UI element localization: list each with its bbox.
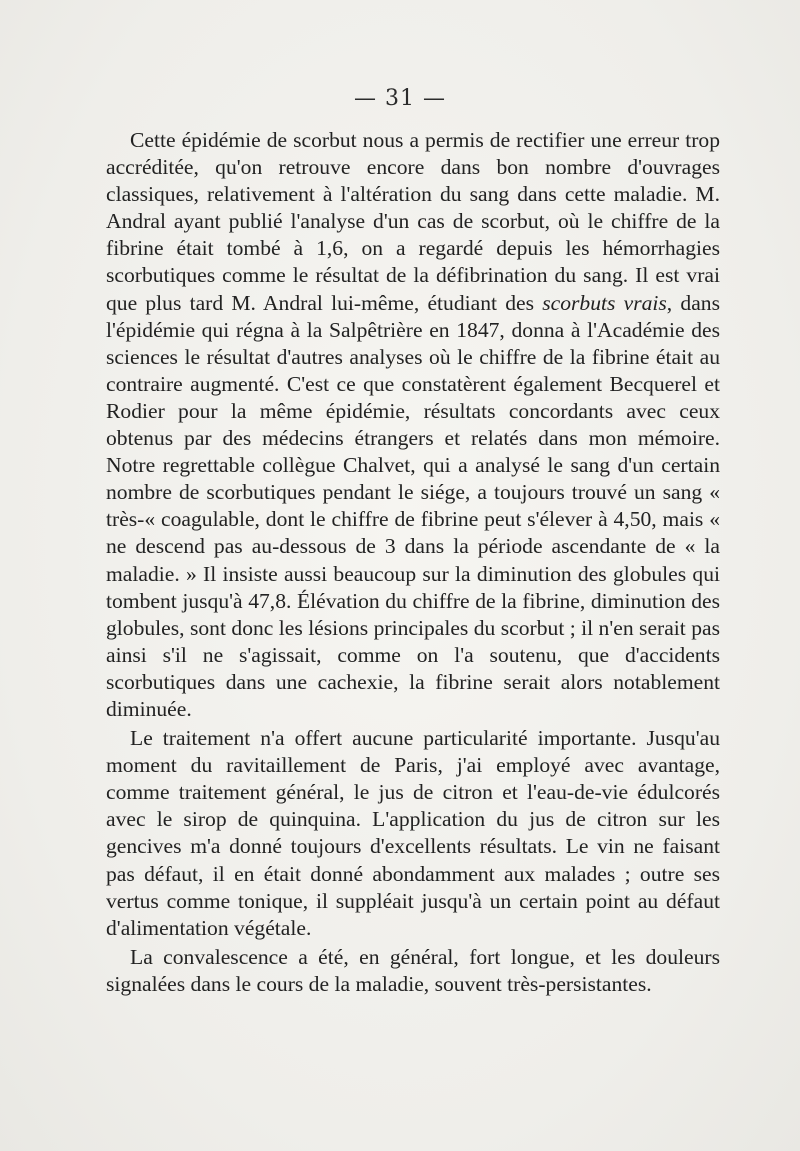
paragraph-treatment: Le traitement n'a offert aucune particularité importante. Jusqu'au moment du ravitaillement de Paris, j'ai employé avec avantage, comme traitement général, le jus de citron et l'eau-de-vie édulcorés avec le sirop de quinquina. L'application du jus de citron sur les gencives m'a donné toujours d'excellents résultats. Le vin ne faisant pas défaut, il en était donné abondamment aux malades ; outre ses vertus comme tonique, il suppléait jusqu'à un certain point au défaut d'alimentation végétale. xyxy=(106,726,720,940)
paragraph-1-text-start: Cette épidémie de scorbut nous a permis de rectifier une erreur trop accréditée, qu'on retrouve encore dans bon nombre d'ouvrages classiques, relativement à l'altération du sang dans cette maladie. M. Andral ayant publié l'analyse d'un cas de scorbut, où le chiffre de la fibrine était tombé à 1,6, on a regardé depuis les hémorrhagies scorbutiques comme le résultat de la défibrination du sang. Il est vrai que plus tard M. Andral lui-même, étudiant des xyxy=(106,128,720,315)
page-number: — 31 — xyxy=(354,86,446,111)
paragraph-convalescence: La convalescence a été, en général, fort longue, et les douleurs signalées dans le cours de la maladie, souvent très-persistantes. xyxy=(106,944,720,996)
body-text xyxy=(106,127,720,998)
paragraph-1-text-end: , dans l'épidémie qui régna à la Salpêtrière en 1847, donna à l'Académie des sciences le résultat d'autres analyses où le chiffre de la fibrine était au contraire augmenté. C'est ce que constatèrent également Becquerel et Rodier pour la même épidémie, résultats concordants avec ceux obtenus par des médecins étrangers et relatés dans mon mémoire. Notre regrettable collègue Chalvet, qui a analysé le sang d'un certain nombre de scorbutiques pendant le siége, a toujours trouvé un sang « très-« coagulable, dont le chiffre de fibrine peut s'élever à 4,50, mais « ne descend pas au-dessous de 3 dans la période ascendante de « la maladie. » Il insiste aussi beaucoup sur la diminution des globules qui tombent jusqu'à 47,8. Élévation du chiffre de la fibrine, diminution des globules, sont donc les lésions principales du scorbut ; il n'en serait pas ainsi s'il ne s'agissait, comme on l'a soutenu, que d'accidents scorbutiques dans une cachexie, la fibrine serait alors notablement diminuée. xyxy=(106,290,720,721)
paragraph-scurvy-blood-analysis xyxy=(106,127,720,723)
italic-term: scorbuts vrais xyxy=(542,290,667,315)
